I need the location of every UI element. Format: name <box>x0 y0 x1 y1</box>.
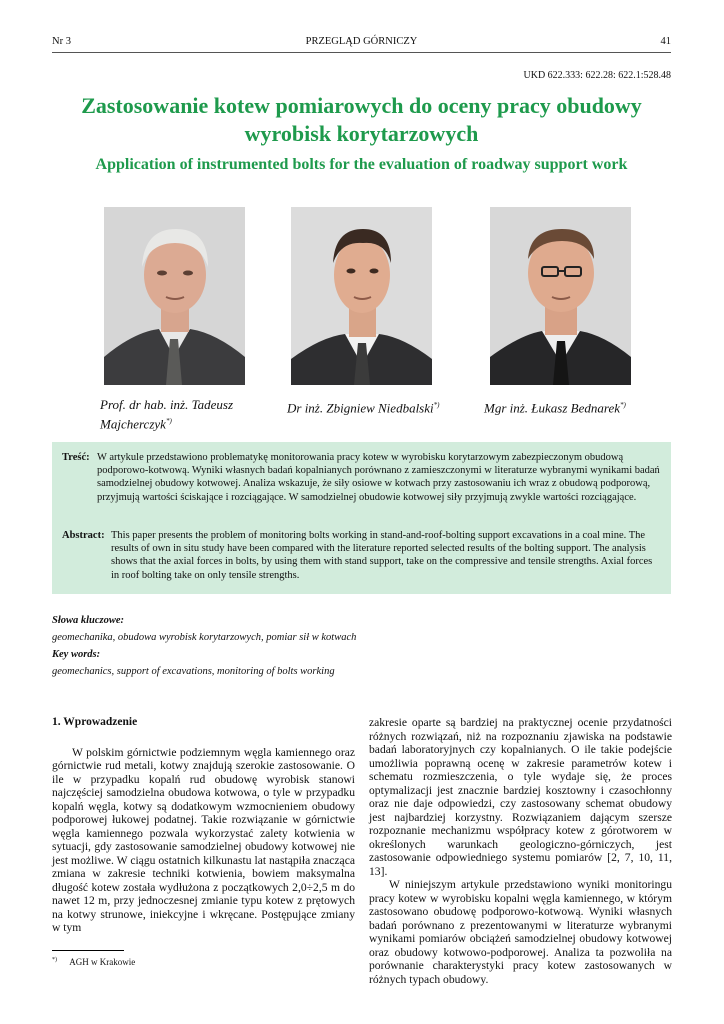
paragraph-1-continued: zakresie oparte są bardziej na praktycznej ocenie przydatności różnych rozwiązań, niż na rozpoznaniu zjawiska na podstawie badań laboratoryjnych czy kopalnianych. O ile takie podejście umożliwia poprawną ocenę w zakresie parametrów kotew i schematu rozmieszczenia, o tyle wydaje się, że proces optymalizacji jest znacznie bardziej kosztowny i czasochłonny oraz nie daje odpowiedzi, czy zastosowany schemat obudowy jest najbardziej korzystny. Rozwiązaniem dającym szersze rozpoznanie mechanizmu współpracy kotew z górotworem w określonych warunkach geologiczno-górniczych, jest zastosowanie odpowiedniego systemu pomiarów [2, 7, 10, 11, 13]. <box>369 716 672 878</box>
abstract-english-label: Abstract: <box>62 530 105 541</box>
paragraph-1: W polskim górnictwie podziemnym węgla kamiennego oraz górnictwie rud metali, kotwy znajdują szerokie zastosowanie. O ile w przypadku kopalń rud obudowę wyrobisk stanowi najczęściej samodzielna obudowa kotwowa, o tyle w przypadku kopalń węgla, kotwy są dodatkowym wzmocnieniem obudowy podporowej łukowej podatnej. Takie rozwiązanie w górnictwie węgla kamiennego pozwala wykorzystać zalety kotwienia w sytuacji, gdy zastosowanie samodzielnej obudowy kotwowej nie jest możliwe. W ciągu ostatnich kilkunastu lat nastąpiła znacząca zmiana w zakresie techniki kotwienia, bowiem maksymalna długość kotew została wydłużona z początkowych 2,0÷2,5 m do nawet 12 m, przy jednoczesnej zmianie typu kotew z prętowych na kotwy strunowe, iniekcyjne i wkręcane. Postępujące zmiany w tym <box>52 745 355 934</box>
author-name-2: Dr inż. Zbigniew Niedbalski*) <box>287 400 440 416</box>
author-name-3: Mgr inż. Łukasz Bednarek*) <box>484 400 626 416</box>
paragraph-2: W niniejszym artykule przedstawiono wyniki monitoringu pracy kotew w wyrobisku kopalni węgla kamiennego, w którym zastosowano obudowę podporowo-kotwową. Wyniki własnych badań porównano z prezentowanymi w literaturze wybranymi wynikami pomiarów obciążeń samodzielnej obudowy kotwowej oraz obudowy kotwowo-podporowej. Analiza ta pozwoliła na porównanie charakterystyki pracy kotew zastosowanych w różnych typach obudowy. <box>369 878 672 986</box>
author-photo-1 <box>104 207 245 385</box>
abstract-english <box>62 529 662 582</box>
keywords-pl-label: Słowa kluczowe: <box>52 615 125 626</box>
title-english: Application of instrumented bolts for the evaluation of roadway support work <box>95 156 628 173</box>
ukd-classification: UKD 622.333: 622.28: 622.1:528.48 <box>523 70 671 81</box>
keywords-pl: geomechanika, obudowa wyrobisk korytarzowych, pomiar sił w kotwach <box>52 632 357 643</box>
abstract-polish-text: W artykule przedstawiono problematykę monitorowania pracy kotew w wyrobisku korytarzowym zabezpieczonym obudową podporowo-kotwową. Wyniki własnych badań kopalnianych porównano z zamieszczonymi w literaturze wybranymi wynikami badań samodzielnej obudowy kotwowej. Analiza wskazuje, że siły osiowe w kotwach przy zastosowaniu ich wraz z obudową podporową, przyjmują wartości ściskające i rozciągające. W samodzielnej obudowie kotwowej siły przyjmują zwykle wartości rozciągające. <box>97 452 660 503</box>
body-column-left <box>52 716 355 935</box>
author-name-1: Prof. dr hab. inż. Tadeusz Majcherczyk*) <box>100 397 234 432</box>
abstract-english-text: This paper presents the problem of monitoring bolts working in stand-and-roof-bolting support excavations in a coal mine. The results of own in situ study have been compared with the literature reported selected results of the bolting support. The analysis shows that the axial forces in bolts, by using them with stand support, take on the compressive and tensile strengths. Axial forces in roof bolting take on only tensile strengths. <box>111 530 653 581</box>
footnote-text: AGH w Krakowie <box>69 957 136 967</box>
page-number: 41 <box>660 36 671 47</box>
footnote <box>52 957 135 967</box>
header-rule <box>52 52 671 53</box>
footnote-mark: *) <box>52 957 57 963</box>
author-photo-3 <box>490 207 631 385</box>
journal-name: PRZEGLĄD GÓRNICZY <box>305 36 418 47</box>
issue-number: Nr 3 <box>52 36 71 47</box>
abstract-polish-label: Treść: <box>62 452 90 463</box>
footnote-rule <box>52 950 124 951</box>
section-heading: 1. Wprowadzenie <box>52 716 138 728</box>
title-polish: Zastosowanie kotew pomiarowych do oceny pracy obudowy wyrobisk korytarzowych <box>81 93 642 146</box>
keywords-en: geomechanics, support of excavations, monitoring of bolts working <box>52 666 335 677</box>
keywords-en-label: Key words: <box>52 649 101 660</box>
author-photo-2 <box>291 207 432 385</box>
body-column-right <box>369 716 672 986</box>
abstract-polish <box>62 451 662 504</box>
